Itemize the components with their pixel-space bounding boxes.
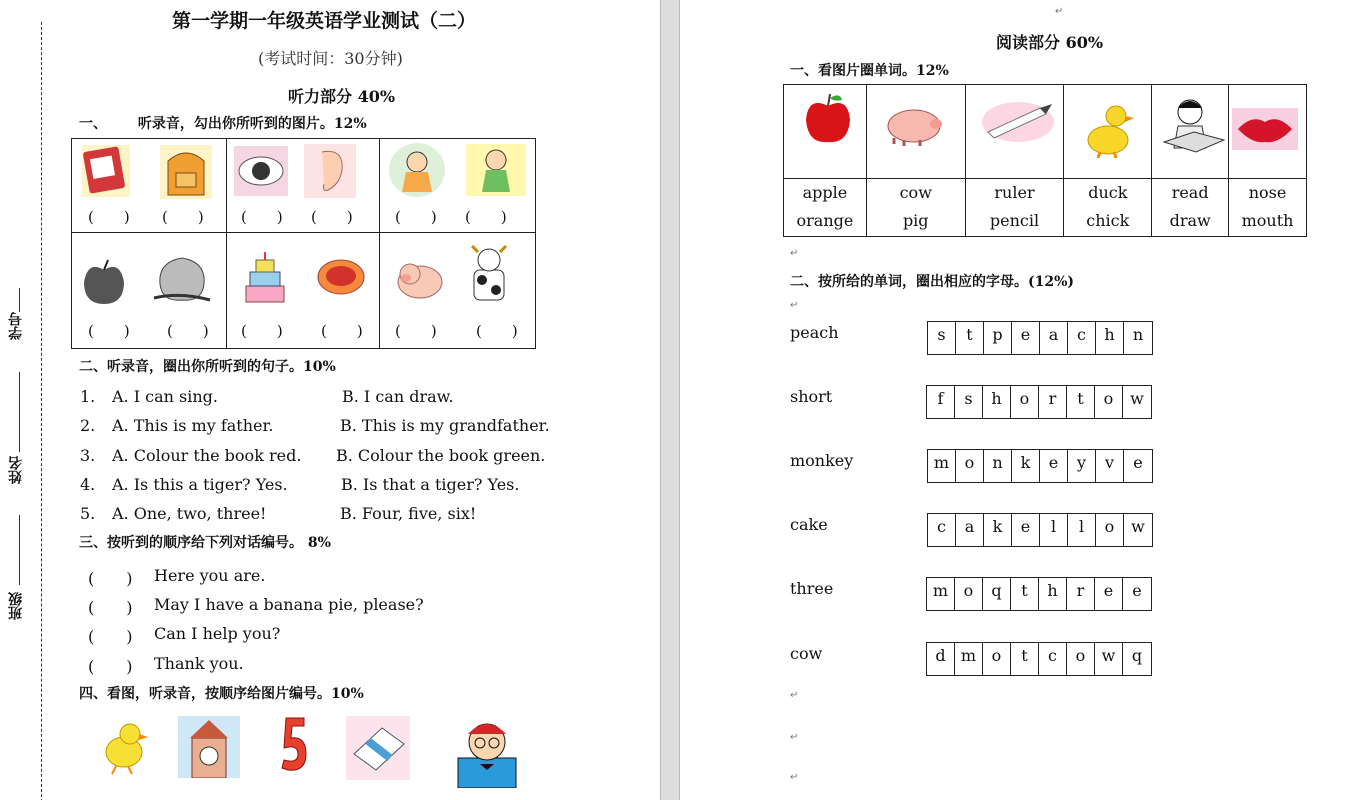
- letter-cell[interactable]: o: [1095, 386, 1123, 418]
- paragraph-mark: ↵: [1055, 6, 1064, 17]
- sec4-heading: 四、看图，听录音，按顺序给图片编号。10%: [79, 686, 364, 702]
- sec2-num-4: 4.: [80, 475, 96, 494]
- teacher-picture: [450, 714, 524, 788]
- page-gutter: [660, 0, 680, 800]
- word-cell: [965, 179, 1064, 237]
- ear-picture: [304, 144, 356, 198]
- cow-picture: [466, 244, 512, 308]
- letter-cell[interactable]: c: [1068, 322, 1096, 354]
- word-choice[interactable]: chick: [1086, 211, 1130, 230]
- letter-cell[interactable]: h: [983, 386, 1011, 418]
- blank-paren[interactable]: ( ): [162, 208, 204, 226]
- dialogue-line-1: Here you are.: [154, 566, 266, 585]
- letter-cell[interactable]: t: [956, 322, 984, 354]
- letter-cell[interactable]: l: [1040, 514, 1068, 546]
- reading-heading: 阅读部分 60%: [996, 33, 1104, 52]
- word-choice[interactable]: duck: [1088, 183, 1128, 202]
- letter-cell[interactable]: e: [1012, 322, 1040, 354]
- blank-paren[interactable]: ( ): [321, 322, 363, 340]
- letter-cell[interactable]: o: [983, 643, 1011, 675]
- peach-picture: [150, 252, 214, 304]
- option-b-2[interactable]: B. This is my grandfather.: [340, 416, 550, 435]
- paragraph-mark: ↵: [790, 690, 799, 701]
- blank-paren[interactable]: ( ): [465, 208, 507, 226]
- letter-cell[interactable]: p: [984, 322, 1012, 354]
- blank-paren[interactable]: ( ): [311, 208, 353, 226]
- word-cell: [1229, 179, 1307, 237]
- word-choice[interactable]: draw: [1169, 211, 1211, 230]
- pie-picture: [316, 256, 366, 298]
- given-word: cow: [790, 644, 823, 663]
- blank-paren[interactable]: ( ): [241, 322, 283, 340]
- letter-grid: [927, 513, 1153, 547]
- letter-grid: [926, 385, 1152, 419]
- mouth-picture: [1232, 108, 1298, 150]
- sec1-text: 听录音，勾出你所听到的图片。12%: [137, 116, 367, 132]
- sec3-heading: 三、按听到的顺序给下列对话编号。 8%: [79, 535, 331, 551]
- letter-cell[interactable]: o: [955, 578, 983, 610]
- letter-cell[interactable]: k: [984, 514, 1012, 546]
- blank-paren[interactable]: ( ): [88, 598, 133, 617]
- reading-girl-picture: [1160, 96, 1226, 162]
- option-b-1[interactable]: B. I can draw.: [342, 387, 454, 406]
- blank-paren[interactable]: ( ): [395, 208, 437, 226]
- blank-paren[interactable]: ( ): [88, 208, 130, 226]
- letter-cell[interactable]: e: [1095, 578, 1123, 610]
- page-title: 第一学期一年级英语学业测试（二）: [172, 10, 477, 32]
- word-choice[interactable]: pig: [902, 211, 929, 230]
- given-word: short: [790, 387, 833, 406]
- letter-cell[interactable]: q: [1131, 646, 1143, 665]
- option-a-2[interactable]: A. This is my father.: [112, 416, 274, 435]
- blank-paren[interactable]: ( ): [395, 322, 437, 340]
- paragraph-mark: ↵: [790, 732, 799, 743]
- exam-time: (考试时间：30分钟): [258, 49, 403, 68]
- word-choice[interactable]: apple: [802, 183, 848, 202]
- letter-cell[interactable]: o: [1067, 643, 1095, 675]
- left-page: [0, 0, 660, 800]
- blank-paren[interactable]: ( ): [88, 569, 133, 588]
- sec2-num-2: 2.: [80, 416, 96, 435]
- letter-cell[interactable]: h: [1039, 578, 1067, 610]
- word-choice[interactable]: read: [1171, 183, 1209, 202]
- blank-paren[interactable]: ( ): [88, 322, 130, 340]
- letter-cell[interactable]: v: [1096, 450, 1124, 482]
- book-picture: [80, 143, 132, 199]
- blank-paren[interactable]: ( ): [88, 627, 133, 646]
- option-a-3[interactable]: A. Colour the book red.: [112, 446, 302, 465]
- right-page: [680, 0, 1356, 800]
- letter-cell[interactable]: r: [1067, 578, 1095, 610]
- letter-grid: [927, 449, 1153, 483]
- letter-cell[interactable]: f: [927, 386, 955, 418]
- reading-sec1-heading: 一、看图片圈单词。12%: [790, 63, 949, 79]
- letter-cell[interactable]: d: [927, 643, 955, 675]
- binding-dashed-line: [41, 22, 42, 800]
- letter-cell[interactable]: m: [927, 578, 955, 610]
- letter-cell[interactable]: a: [1040, 322, 1068, 354]
- letter-cell[interactable]: h: [1096, 322, 1124, 354]
- red-apple-picture: [804, 90, 852, 146]
- letter-cell[interactable]: e: [1133, 453, 1143, 472]
- duck-picture: [1084, 100, 1134, 158]
- letter-cell[interactable]: e: [1012, 514, 1040, 546]
- sec1-heading: [79, 113, 367, 133]
- letter-cell[interactable]: q: [983, 578, 1011, 610]
- word-cell: [1064, 179, 1152, 237]
- option-b-4[interactable]: B. Is that a tiger? Yes.: [341, 475, 520, 494]
- letter-cell[interactable]: o: [1096, 514, 1124, 546]
- option-a-5[interactable]: A. One, two, three!: [112, 504, 267, 523]
- word-cell: [866, 179, 965, 237]
- apple-picture: [80, 256, 128, 308]
- letter-cell[interactable]: w: [1130, 389, 1144, 408]
- blank-paren[interactable]: ( ): [241, 208, 283, 226]
- option-b-3[interactable]: B. Colour the book green.: [336, 446, 546, 465]
- pencil-picture: [980, 98, 1056, 144]
- letter-cell[interactable]: t: [1011, 578, 1039, 610]
- letter-cell[interactable]: e: [1132, 581, 1142, 600]
- letter-cell[interactable]: o: [956, 450, 984, 482]
- name-label: 姓名: [8, 456, 24, 484]
- schoolbag-picture: [158, 143, 214, 201]
- letter-cell[interactable]: l: [1068, 514, 1096, 546]
- dialogue-line-4: Thank you.: [154, 654, 244, 673]
- blank-paren[interactable]: ( ): [476, 322, 518, 340]
- paragraph-mark: ↵: [790, 772, 799, 783]
- letter-cell[interactable]: s: [955, 386, 983, 418]
- clock-tower-picture: [178, 716, 240, 778]
- student-no-line: [19, 288, 20, 312]
- blank-paren[interactable]: ( ): [88, 657, 133, 676]
- eraser-picture: [346, 716, 410, 780]
- given-word: three: [790, 579, 834, 598]
- letter-cell[interactable]: n: [1132, 325, 1144, 344]
- sec2-heading: 二、听录音，圈出你所听到的句子。10%: [79, 359, 336, 375]
- option-a-1[interactable]: A. I can sing.: [112, 387, 218, 406]
- letter-cell[interactable]: m: [955, 643, 983, 675]
- sec2-num-1: 1.: [80, 387, 96, 406]
- letter-cell[interactable]: w: [1131, 517, 1145, 536]
- sec2-num-5: 5.: [80, 504, 96, 523]
- word-choice[interactable]: nose: [1248, 183, 1287, 202]
- word-choice[interactable]: mouth: [1241, 211, 1294, 230]
- letter-cell[interactable]: o: [1011, 386, 1039, 418]
- word-cell: [784, 179, 867, 237]
- option-b-5[interactable]: B. Four, five, six!: [340, 504, 477, 523]
- letter-cell[interactable]: m: [928, 450, 956, 482]
- listening-heading: 听力部分 40%: [288, 87, 396, 106]
- letter-grid: [926, 642, 1152, 676]
- word-choice[interactable]: ruler: [994, 183, 1035, 202]
- letter-grid: [926, 577, 1152, 611]
- reading-sec2-heading: 二、按所给的单词，圈出相应的字母。(12%): [790, 274, 1075, 290]
- word-choice[interactable]: cow: [899, 183, 932, 202]
- letter-cell[interactable]: k: [1012, 450, 1040, 482]
- girl-picture-1: [388, 142, 446, 198]
- letter-cell[interactable]: c: [928, 514, 956, 546]
- letter-cell[interactable]: a: [956, 514, 984, 546]
- pig-picture: [396, 252, 448, 306]
- class-line: [19, 515, 20, 585]
- cake-picture: [240, 250, 290, 308]
- word-choice[interactable]: orange: [796, 211, 854, 230]
- letter-cell[interactable]: t: [1067, 386, 1095, 418]
- blank-paren[interactable]: ( ): [167, 322, 209, 340]
- sec1-num: 一、: [79, 116, 107, 132]
- letter-cell[interactable]: n: [984, 450, 1012, 482]
- letter-cell[interactable]: y: [1068, 450, 1096, 482]
- option-a-4[interactable]: A. Is this a tiger? Yes.: [112, 475, 288, 494]
- letter-cell[interactable]: r: [1039, 386, 1067, 418]
- letter-cell[interactable]: c: [1039, 643, 1067, 675]
- number-five-picture: [276, 712, 310, 776]
- letter-cell[interactable]: t: [1011, 643, 1039, 675]
- sec2-num-3: 3.: [80, 446, 96, 465]
- letter-cell[interactable]: e: [1040, 450, 1068, 482]
- pink-pig-picture: [880, 104, 944, 146]
- eye-picture: [234, 146, 288, 196]
- girl-picture-2: [464, 142, 528, 198]
- chick-picture: [96, 716, 150, 776]
- letter-grid: [927, 321, 1153, 355]
- letter-cell[interactable]: s: [928, 322, 956, 354]
- paragraph-mark: ↵: [790, 248, 799, 259]
- student-no-label: 学号: [8, 312, 24, 340]
- dialogue-line-3: Can I help you?: [154, 624, 281, 643]
- dialogue-line-2: May I have a banana pie, please?: [154, 595, 424, 614]
- name-line: [19, 372, 20, 452]
- paragraph-mark: ↵: [790, 300, 799, 311]
- word-choice[interactable]: pencil: [989, 211, 1040, 230]
- given-word: peach: [790, 323, 839, 342]
- class-label: 班级: [8, 592, 24, 620]
- given-word: monkey: [790, 451, 854, 470]
- letter-cell[interactable]: w: [1095, 643, 1123, 675]
- given-word: cake: [790, 515, 828, 534]
- word-cell: [1152, 179, 1229, 237]
